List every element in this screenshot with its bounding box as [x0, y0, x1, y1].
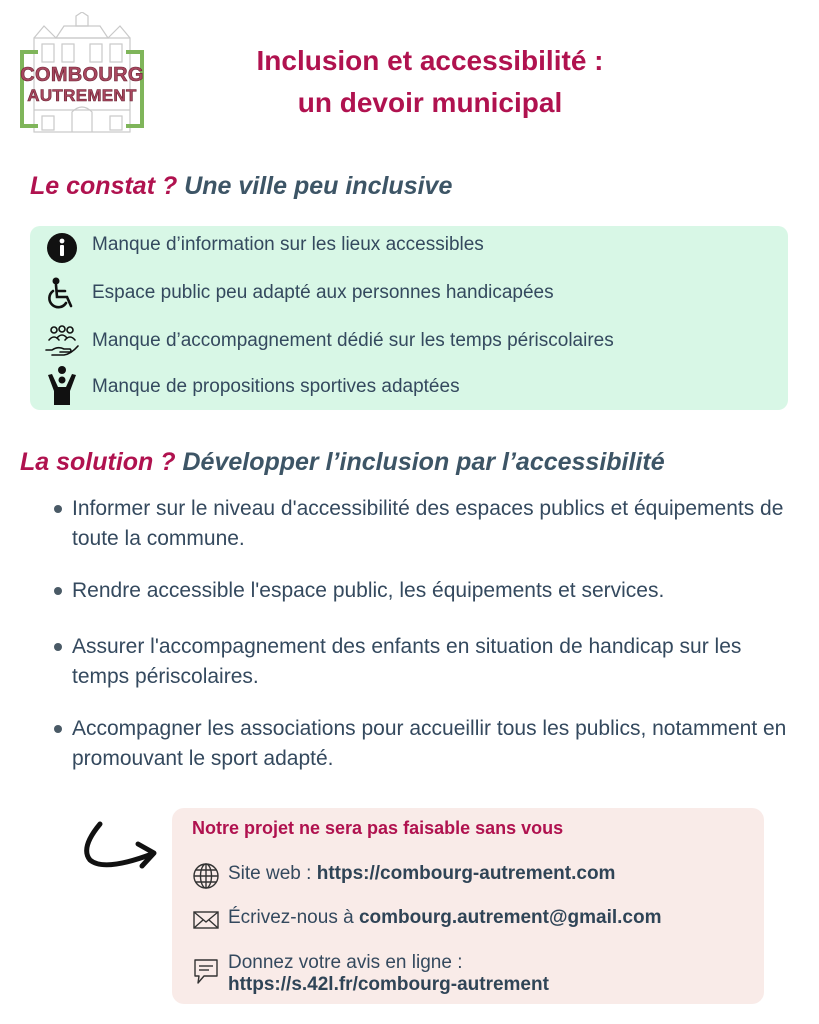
logo — [18, 12, 146, 134]
info-icon — [44, 228, 80, 264]
chat-bubble-icon — [192, 956, 220, 988]
list-item-text: Rendre accessible l'espace public, les équipements et services. — [72, 579, 665, 602]
constat-item — [30, 226, 788, 266]
constat-answer: Une ville peu inclusive — [184, 172, 453, 200]
list-item-text: Assurer l'accompagnement des enfants en situation de handicap sur les temps périscolaires. — [72, 635, 742, 688]
envelope-icon — [192, 908, 220, 932]
page-title — [170, 40, 690, 124]
title-line-2: un devoir municipal — [297, 87, 563, 118]
email-label: Écrivez-nous à — [228, 907, 359, 928]
bullet-icon — [54, 725, 62, 733]
list-item-text: Accompagner les associations pour accueillir tous les publics, notamment en promouvant le sport adapté. — [72, 717, 787, 770]
list-item-text: Informer sur le niveau d'accessibilité des espaces publics et équipements de toute la commune. — [72, 497, 784, 550]
solution-heading — [20, 448, 665, 477]
helping-hand-icon — [44, 324, 80, 360]
logo-line-1: COMBOURG — [20, 64, 144, 86]
curved-arrow-icon — [80, 818, 164, 880]
feedback-label: Donnez votre avis en ligne : — [228, 952, 463, 973]
wheelchair-icon — [44, 276, 80, 312]
contact-box — [172, 808, 764, 1004]
constat-item — [30, 368, 788, 408]
constat-item-text: Manque d’accompagnement dédié sur les temps périscolaires — [92, 330, 614, 351]
constat-heading — [30, 172, 452, 201]
constat-item-text: Espace public peu adapté aux personnes handicapées — [92, 282, 554, 303]
globe-icon — [192, 862, 220, 890]
constat-item-text: Manque de propositions sportives adaptées — [92, 376, 460, 397]
email-link[interactable]: combourg.autrement@gmail.com — [358, 907, 662, 928]
bullet-icon — [54, 643, 62, 651]
bullet-icon — [54, 505, 62, 513]
sport-ball-icon — [44, 364, 80, 406]
bullet-icon — [54, 587, 62, 595]
constat-item — [30, 274, 788, 314]
solution-answer: Développer l’inclusion par l’accessibilité — [182, 448, 665, 476]
constat-question: Le constat ? — [30, 172, 178, 200]
constat-item — [30, 322, 788, 362]
contact-heading: Notre projet ne sera pas faisable sans vous — [192, 818, 564, 838]
solution-question: La solution ? — [20, 448, 176, 476]
constat-item-text: Manque d’information sur les lieux accessibles — [92, 234, 484, 255]
website-link[interactable]: https://combourg-autrement.com — [316, 863, 616, 884]
feedback-link[interactable]: https://s.42l.fr/combourg-autrement — [228, 974, 549, 995]
website-label: Site web : — [228, 863, 317, 884]
logo-line-2: AUTREMENT — [27, 86, 137, 105]
constat-box — [30, 226, 788, 410]
title-line-1: Inclusion et accessibilité : — [256, 45, 604, 76]
